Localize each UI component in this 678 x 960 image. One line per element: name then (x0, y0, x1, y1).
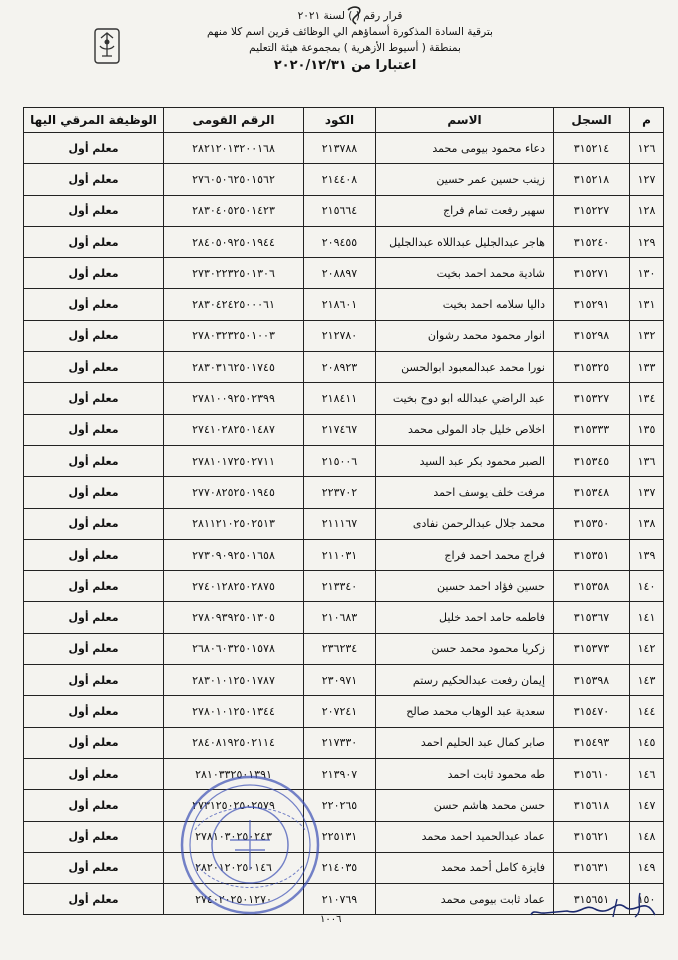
employee-code: ٢١٤٤٠٨ (304, 164, 376, 195)
national-id: ٢٧٣١٢٥٠٢٥٠٢٥٧٩ (164, 790, 304, 821)
promoted-job: معلم أول (24, 696, 164, 727)
promoted-job: معلم أول (24, 289, 164, 320)
row-number: ١٢٧ (630, 164, 664, 195)
table-header-row (24, 108, 664, 133)
registry-number: ٣١٥٦١٨ (554, 790, 630, 821)
employee-code: ٢٣٠٩٧١ (304, 665, 376, 696)
promoted-job: معلم أول (24, 352, 164, 383)
employee-name: حسين فؤاد احمد حسين (376, 571, 554, 602)
employee-code: ٢١٠٧٦٩ (304, 884, 376, 915)
employee-name: حسن محمد هاشم حسن (376, 790, 554, 821)
employee-name: هاجر عبدالجليل عبداللاه عبدالجليل (376, 226, 554, 257)
national-id: ٢٦٨٠٦٠٣٢٥٠١٥٧٨ (164, 633, 304, 664)
promoted-job: معلم أول (24, 445, 164, 476)
employee-name: انوار محمود محمد رشوان (376, 320, 554, 351)
row-number: ١٣٧ (630, 477, 664, 508)
table-row (24, 696, 664, 727)
row-number: ١٢٦ (630, 133, 664, 164)
employee-name: اخلاص خليل جاد المولى محمد (376, 414, 554, 445)
registry-number: ٣١٥٢٢٧ (554, 195, 630, 226)
row-number: ١٤١ (630, 602, 664, 633)
employee-code: ٢١٣٣٤٠ (304, 571, 376, 602)
column-header-code: الكود (304, 108, 376, 133)
promoted-job: معلم أول (24, 164, 164, 195)
registry-number: ٣١٥٣٤٨ (554, 477, 630, 508)
promoted-job: معلم أول (24, 727, 164, 758)
promoted-job: معلم أول (24, 758, 164, 789)
row-number: ١٢٩ (630, 226, 664, 257)
row-number: ١٤٠ (630, 571, 664, 602)
national-id: ٢٨٤٠٨١٩٢٥٠٢١١٤ (164, 727, 304, 758)
row-number: ١٤٧ (630, 790, 664, 821)
employee-code: ٢٢٥١٣١ (304, 821, 376, 852)
signature-icon (525, 885, 665, 925)
table-row (24, 352, 664, 383)
registry-number: ٣١٥٢٩١ (554, 289, 630, 320)
decision-number: قرار رقم ( ) لسنة ٢٠٢١ (297, 10, 403, 22)
table-row (24, 226, 664, 257)
employee-code: ٢٢٠٢٦٥ (304, 790, 376, 821)
table-row (24, 727, 664, 758)
employee-code: ٢١١١٦٧ (304, 508, 376, 539)
table-row (24, 383, 664, 414)
employee-name: طه محمود ثابت احمد (376, 758, 554, 789)
promoted-job: معلم أول (24, 633, 164, 664)
promoted-job: معلم أول (24, 133, 164, 164)
promoted-job: معلم أول (24, 414, 164, 445)
column-header-m: م (630, 108, 664, 133)
registry-number: ٣١٥٣٧٣ (554, 633, 630, 664)
employee-name: عماد ثابت بيومى محمد (376, 884, 554, 915)
column-header-job: الوظيفة المرقي اليها (24, 108, 164, 133)
table-row (24, 164, 664, 195)
row-number: ١٣٥ (630, 414, 664, 445)
national-id: ٢٧٤١٠٢٨٢٥٠١٤٨٧ (164, 414, 304, 445)
national-id: ٢٨١١٢١٠٢٥٠٢٥١٣ (164, 508, 304, 539)
promoted-job: معلم أول (24, 195, 164, 226)
promoted-job: معلم أول (24, 477, 164, 508)
employee-code: ٢٠٨٩٢٣ (304, 352, 376, 383)
row-number: ١٥٠ (630, 884, 664, 915)
table-row (24, 320, 664, 351)
table-row (24, 602, 664, 633)
row-number: ١٢٨ (630, 195, 664, 226)
table-row (24, 821, 664, 852)
row-number: ١٤٥ (630, 727, 664, 758)
national-id: ٢٧٨١٠٣٠٢٥٠٢٤٣ (164, 821, 304, 852)
employee-code: ٢٠٩٤٥٥ (304, 226, 376, 257)
registry-number: ٣١٥٣٢٥ (554, 352, 630, 383)
effective-date: اعتبارا من ٢٠٢٠/١٢/٣١ (273, 58, 417, 73)
table-row (24, 852, 664, 883)
employee-name: نورا محمد عبدالمعبود ابوالحسن (376, 352, 554, 383)
row-number: ١٤٢ (630, 633, 664, 664)
promoted-job: معلم أول (24, 884, 164, 915)
table-row (24, 289, 664, 320)
national-id: ٢٧٧٠٨٢٥٢٥٠١٩٤٥ (164, 477, 304, 508)
employee-name: فاطمه حامد احمد خليل (376, 602, 554, 633)
promotion-table (23, 107, 664, 915)
employee-name: إيمان رفعت عبدالحكيم رستم (376, 665, 554, 696)
registry-number: ٣١٥٣٥٨ (554, 571, 630, 602)
table-row (24, 414, 664, 445)
employee-code: ٢١٣٧٨٨ (304, 133, 376, 164)
employee-code: ٢٠٨٨٩٧ (304, 258, 376, 289)
row-number: ١٣٦ (630, 445, 664, 476)
employee-code: ٢١١٠٣١ (304, 539, 376, 570)
employee-name: زكريا محمود محمد حسن (376, 633, 554, 664)
promoted-job: معلم أول (24, 226, 164, 257)
promoted-job: معلم أول (24, 790, 164, 821)
row-number: ١٤٤ (630, 696, 664, 727)
employee-code: ٢١٠٦٨٣ (304, 602, 376, 633)
employee-name: الصبر محمود بكر عبد السيد (376, 445, 554, 476)
national-id: ٢٨٢٠١٢٠٢٥٠١٤٦ (164, 852, 304, 883)
national-id: ٢٧٦٠٥٠٦٢٥٠١٥٦٢ (164, 164, 304, 195)
national-id: ٢٨٢١٢٠١٣٢٠٠١٦٨ (164, 133, 304, 164)
row-number: ١٤٨ (630, 821, 664, 852)
column-header-registry: السجل (554, 108, 630, 133)
table-row (24, 477, 664, 508)
national-id: ٢٧٤٠١٢٨٢٥٠٢٨٧٥ (164, 571, 304, 602)
page-number: ١٠٠٦ (320, 914, 342, 925)
employee-code: ٢١٣٩٠٧ (304, 758, 376, 789)
employee-code: ٢١٨٤١١ (304, 383, 376, 414)
row-number: ١٣٨ (630, 508, 664, 539)
official-stamp-icon (175, 770, 325, 920)
registry-number: ٣١٥٦١٠ (554, 758, 630, 789)
employee-name: مرفت خلف يوسف احمد (376, 477, 554, 508)
table-row (24, 508, 664, 539)
registry-number: ٣١٥٣٢٧ (554, 383, 630, 414)
employee-code: ٢١٨٦٠١ (304, 289, 376, 320)
row-number: ١٣٢ (630, 320, 664, 351)
table-row (24, 195, 664, 226)
national-id: ٢٧٨٠٣٢٣٢٥٠١٠٠٣ (164, 320, 304, 351)
promoted-job: معلم أول (24, 320, 164, 351)
employee-name: سعدية عبد الوهاب محمد صالح (376, 696, 554, 727)
national-id: ٢٧٨١٠١٧٢٥٠٢٧١١ (164, 445, 304, 476)
employee-code: ٢١٧٤٦٧ (304, 414, 376, 445)
promoted-job: معلم أول (24, 821, 164, 852)
employee-code: ٢٠٧٢٤١ (304, 696, 376, 727)
azhar-emblem-icon (92, 26, 122, 66)
promoted-job: معلم أول (24, 571, 164, 602)
employee-code: ٢١٤٠٣٥ (304, 852, 376, 883)
table-row (24, 665, 664, 696)
table-row (24, 539, 664, 570)
column-header-national-id: الرقم القومى (164, 108, 304, 133)
national-id: ٢٨٣٠٤٢٤٢٥٠٠٠٦١ (164, 289, 304, 320)
registry-number: ٣١٥٢٧١ (554, 258, 630, 289)
national-id: ٢٨٣٠٣١٦٢٥٠١٧٤٥ (164, 352, 304, 383)
row-number: ١٣١ (630, 289, 664, 320)
registry-number: ٣١٥٣٥٠ (554, 508, 630, 539)
registry-number: ٣١٥٦٣١ (554, 852, 630, 883)
national-id: ٢٨٣٠٤٠٥٢٥٠١٤٢٣ (164, 195, 304, 226)
document-header (0, 0, 678, 110)
employee-name: داليا سلامه احمد بخيت (376, 289, 554, 320)
row-number: ١٣٩ (630, 539, 664, 570)
promoted-job: معلم أول (24, 383, 164, 414)
employee-code: ٢٣٦٢٣٤ (304, 633, 376, 664)
employee-name: دعاء محمود بيومى محمد (376, 133, 554, 164)
table-row (24, 790, 664, 821)
promoted-job: معلم أول (24, 539, 164, 570)
registry-number: ٣١٥٣٩٨ (554, 665, 630, 696)
employee-code: ٢١٧٣٣٠ (304, 727, 376, 758)
row-number: ١٤٣ (630, 665, 664, 696)
registry-number: ٣١٥٦٢١ (554, 821, 630, 852)
registry-number: ٣١٥٣٤٥ (554, 445, 630, 476)
registry-number: ٣١٥٣٦٧ (554, 602, 630, 633)
employee-name: صابر كمال عبد الحليم احمد (376, 727, 554, 758)
table-row (24, 571, 664, 602)
promoted-job: معلم أول (24, 258, 164, 289)
national-id: ٢٧٣٠٩٠٩٢٥٠١٦٥٨ (164, 539, 304, 570)
promoted-job: معلم أول (24, 665, 164, 696)
column-header-name: الاسم (376, 108, 554, 133)
employee-code: ٢١٥٦٦٤ (304, 195, 376, 226)
table-row (24, 633, 664, 664)
decision-region: بمنطقة ( أسيوط الأزهرية ) بمجموعة هيئة التعليم (249, 42, 461, 54)
employee-code: ٢١٢٧٨٠ (304, 320, 376, 351)
table-row (24, 258, 664, 289)
employee-code: ٢١٥٠٠٦ (304, 445, 376, 476)
national-id: ٢٨٤٠٥٠٩٢٥٠١٩٤٤ (164, 226, 304, 257)
promoted-job: معلم أول (24, 602, 164, 633)
employee-name: شادية محمد احمد بخيت (376, 258, 554, 289)
table-row (24, 445, 664, 476)
registry-number: ٣١٥٢٤٠ (554, 226, 630, 257)
employee-name: عماد عبدالحميد احمد محمد (376, 821, 554, 852)
employee-name: سهير رفعت تمام فراج (376, 195, 554, 226)
registry-number: ٣١٥٢١٤ (554, 133, 630, 164)
table-row (24, 133, 664, 164)
registry-number: ٣١٥٢١٨ (554, 164, 630, 195)
registry-number: ٣١٥٣٣٣ (554, 414, 630, 445)
national-id: ٢٧٣٠٢٢٣٢٥٠١٣٠٦ (164, 258, 304, 289)
row-number: ١٤٦ (630, 758, 664, 789)
national-id: ٢٧٤٠٢٠٢٥٠١٢٧٠ (164, 884, 304, 915)
row-number: ١٣٤ (630, 383, 664, 414)
registry-number: ٣١٥٢٩٨ (554, 320, 630, 351)
row-number: ١٣٣ (630, 352, 664, 383)
national-id: ٢٧٨٠١٠١٢٥٠١٣٤٤ (164, 696, 304, 727)
row-number: ١٤٩ (630, 852, 664, 883)
national-id: ٢٧٨١٠٠٩٢٥٠٢٣٩٩ (164, 383, 304, 414)
registry-number: ٣١٥٦٥١ (554, 884, 630, 915)
registry-number: ٣١٥٤٩٣ (554, 727, 630, 758)
promoted-job: معلم أول (24, 508, 164, 539)
national-id: ٢٧٨٠٩٣٩٢٥٠١٣٠٥ (164, 602, 304, 633)
table-row (24, 758, 664, 789)
national-id: ٢٨٣٠١٠١٢٥٠١٧٨٧ (164, 665, 304, 696)
decision-subject: بترقية السادة المذكورة أسماؤهم الي الوظائف قرين اسم كلا منهم (207, 26, 493, 38)
employee-name: فايزة كامل أحمد محمد (376, 852, 554, 883)
employee-code: ٢٢٣٧٠٢ (304, 477, 376, 508)
row-number: ١٣٠ (630, 258, 664, 289)
national-id: ٢٨١٠٣٣٢٥٠١٣٩١ (164, 758, 304, 789)
promoted-job: معلم أول (24, 852, 164, 883)
employee-name: زينب حسين عمر حسين (376, 164, 554, 195)
registry-number: ٣١٥٣٥١ (554, 539, 630, 570)
registry-number: ٣١٥٤٧٠ (554, 696, 630, 727)
employee-name: فراج محمد احمد فراج (376, 539, 554, 570)
employee-name: عبد الراضي عبدالله ابو دوح بخيت (376, 383, 554, 414)
employee-name: محمد جلال عبدالرحمن نفادى (376, 508, 554, 539)
